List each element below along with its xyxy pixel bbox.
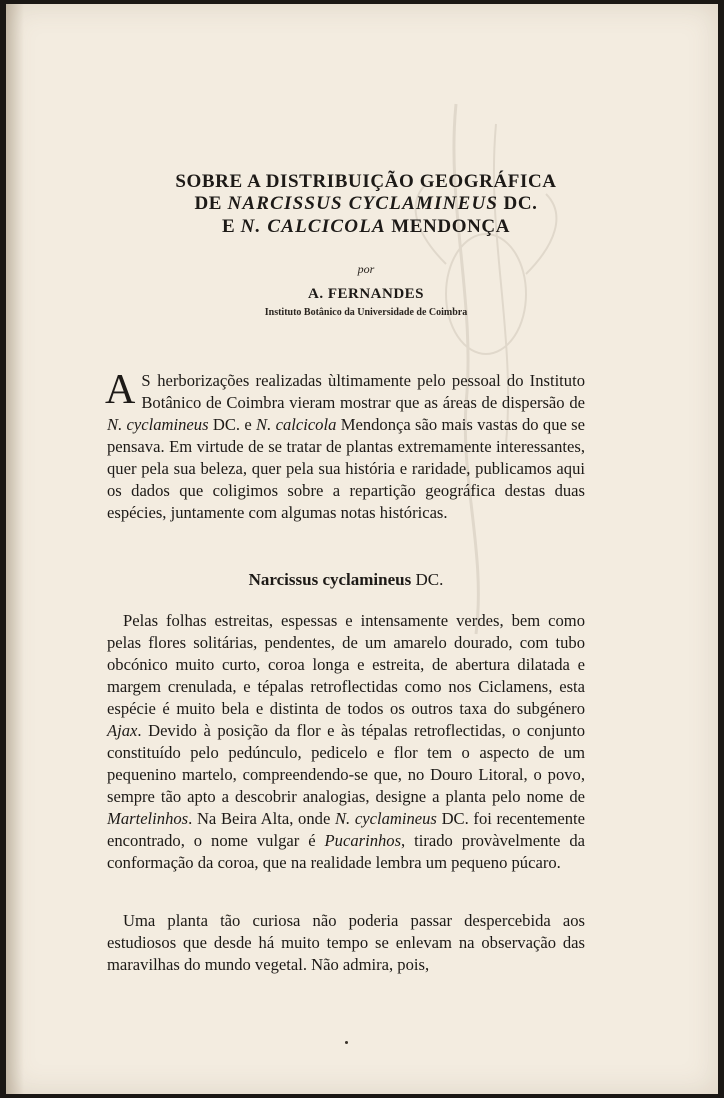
paragraph-history: Uma planta tão curiosa não poderia passar despercebida aos estudiosos que desde há muito tempo se enlevam na observação das maravilhas do mundo vegetal. Não admira, pois, — [107, 911, 585, 974]
intro-paragraph: A S herborizações realizadas ùltimamente pelo pessoal do Instituto Botânico de Coimbra vieram mostrar que as áreas de dispersão de N. cyclamineus DC. e N. calcicola Mendonça são mais vastas do que se pensava. Em virtude de se tratar de plantas extremamente interessantes, quer pela sua beleza, quer pela sua história e raridade, publicamos aqui os dados que coligimos sobre a repartição geográfica destas duas espécies, juntamente com algumas notas históricas. — [105, 367, 585, 522]
paragraph-description: Pelas folhas estreitas, espessas e intensamente verdes, bem como pelas flores solitárias, pendentes, de um amarelo dourado, com tubo obcónico muito curto, coroa longa e estreita, de abertura dilatada e margem crenulada, e tépalas retroflectidas como nos Ciclamens, esta espécie é muito bela e distinta de todos os outros taxa do subgénero Ajax. Devido à posição da flor e às tépalas retroflectidas, o conjunto constituído pelo pedúnculo, pedicelo e flor tem o aspecto de um pequenino martelo, compreendendo-se que, no Douro Litoral, o povo, sempre tão apto a descobrir analogias, designe a planta pelo nome de Martelinhos. Na Beira Alta, onde N. cyclamineus DC. foi recentemente encontrado, o nome vulgar é Pucarinhos, tirado provàvelmente da conformação da coroa, que na realidade lembra um pequeno púcaro. — [107, 611, 586, 872]
print-speck — [345, 1041, 348, 1044]
title-line-1: SOBRE A DISTRIBUIÇÃO GEOGRÁFICA — [175, 171, 557, 192]
title-line-2: DE NARCISSUS CYCLAMINEUS DC. — [194, 193, 538, 214]
title-line-3: E N. CALCICOLA MENDONÇA — [221, 216, 511, 237]
page-spine-shadow — [6, 4, 24, 1094]
drop-cap: A — [105, 367, 136, 413]
byline-por: por — [357, 262, 375, 276]
section-heading: Narcissus cyclamineus DC. — [248, 570, 444, 589]
bleed-through-illustration — [336, 84, 596, 644]
paper-page — [6, 4, 718, 1094]
author-institution: Instituto Botânico da Universidade de Coimbra — [264, 307, 468, 318]
author-name: A. FERNANDES — [307, 286, 424, 302]
